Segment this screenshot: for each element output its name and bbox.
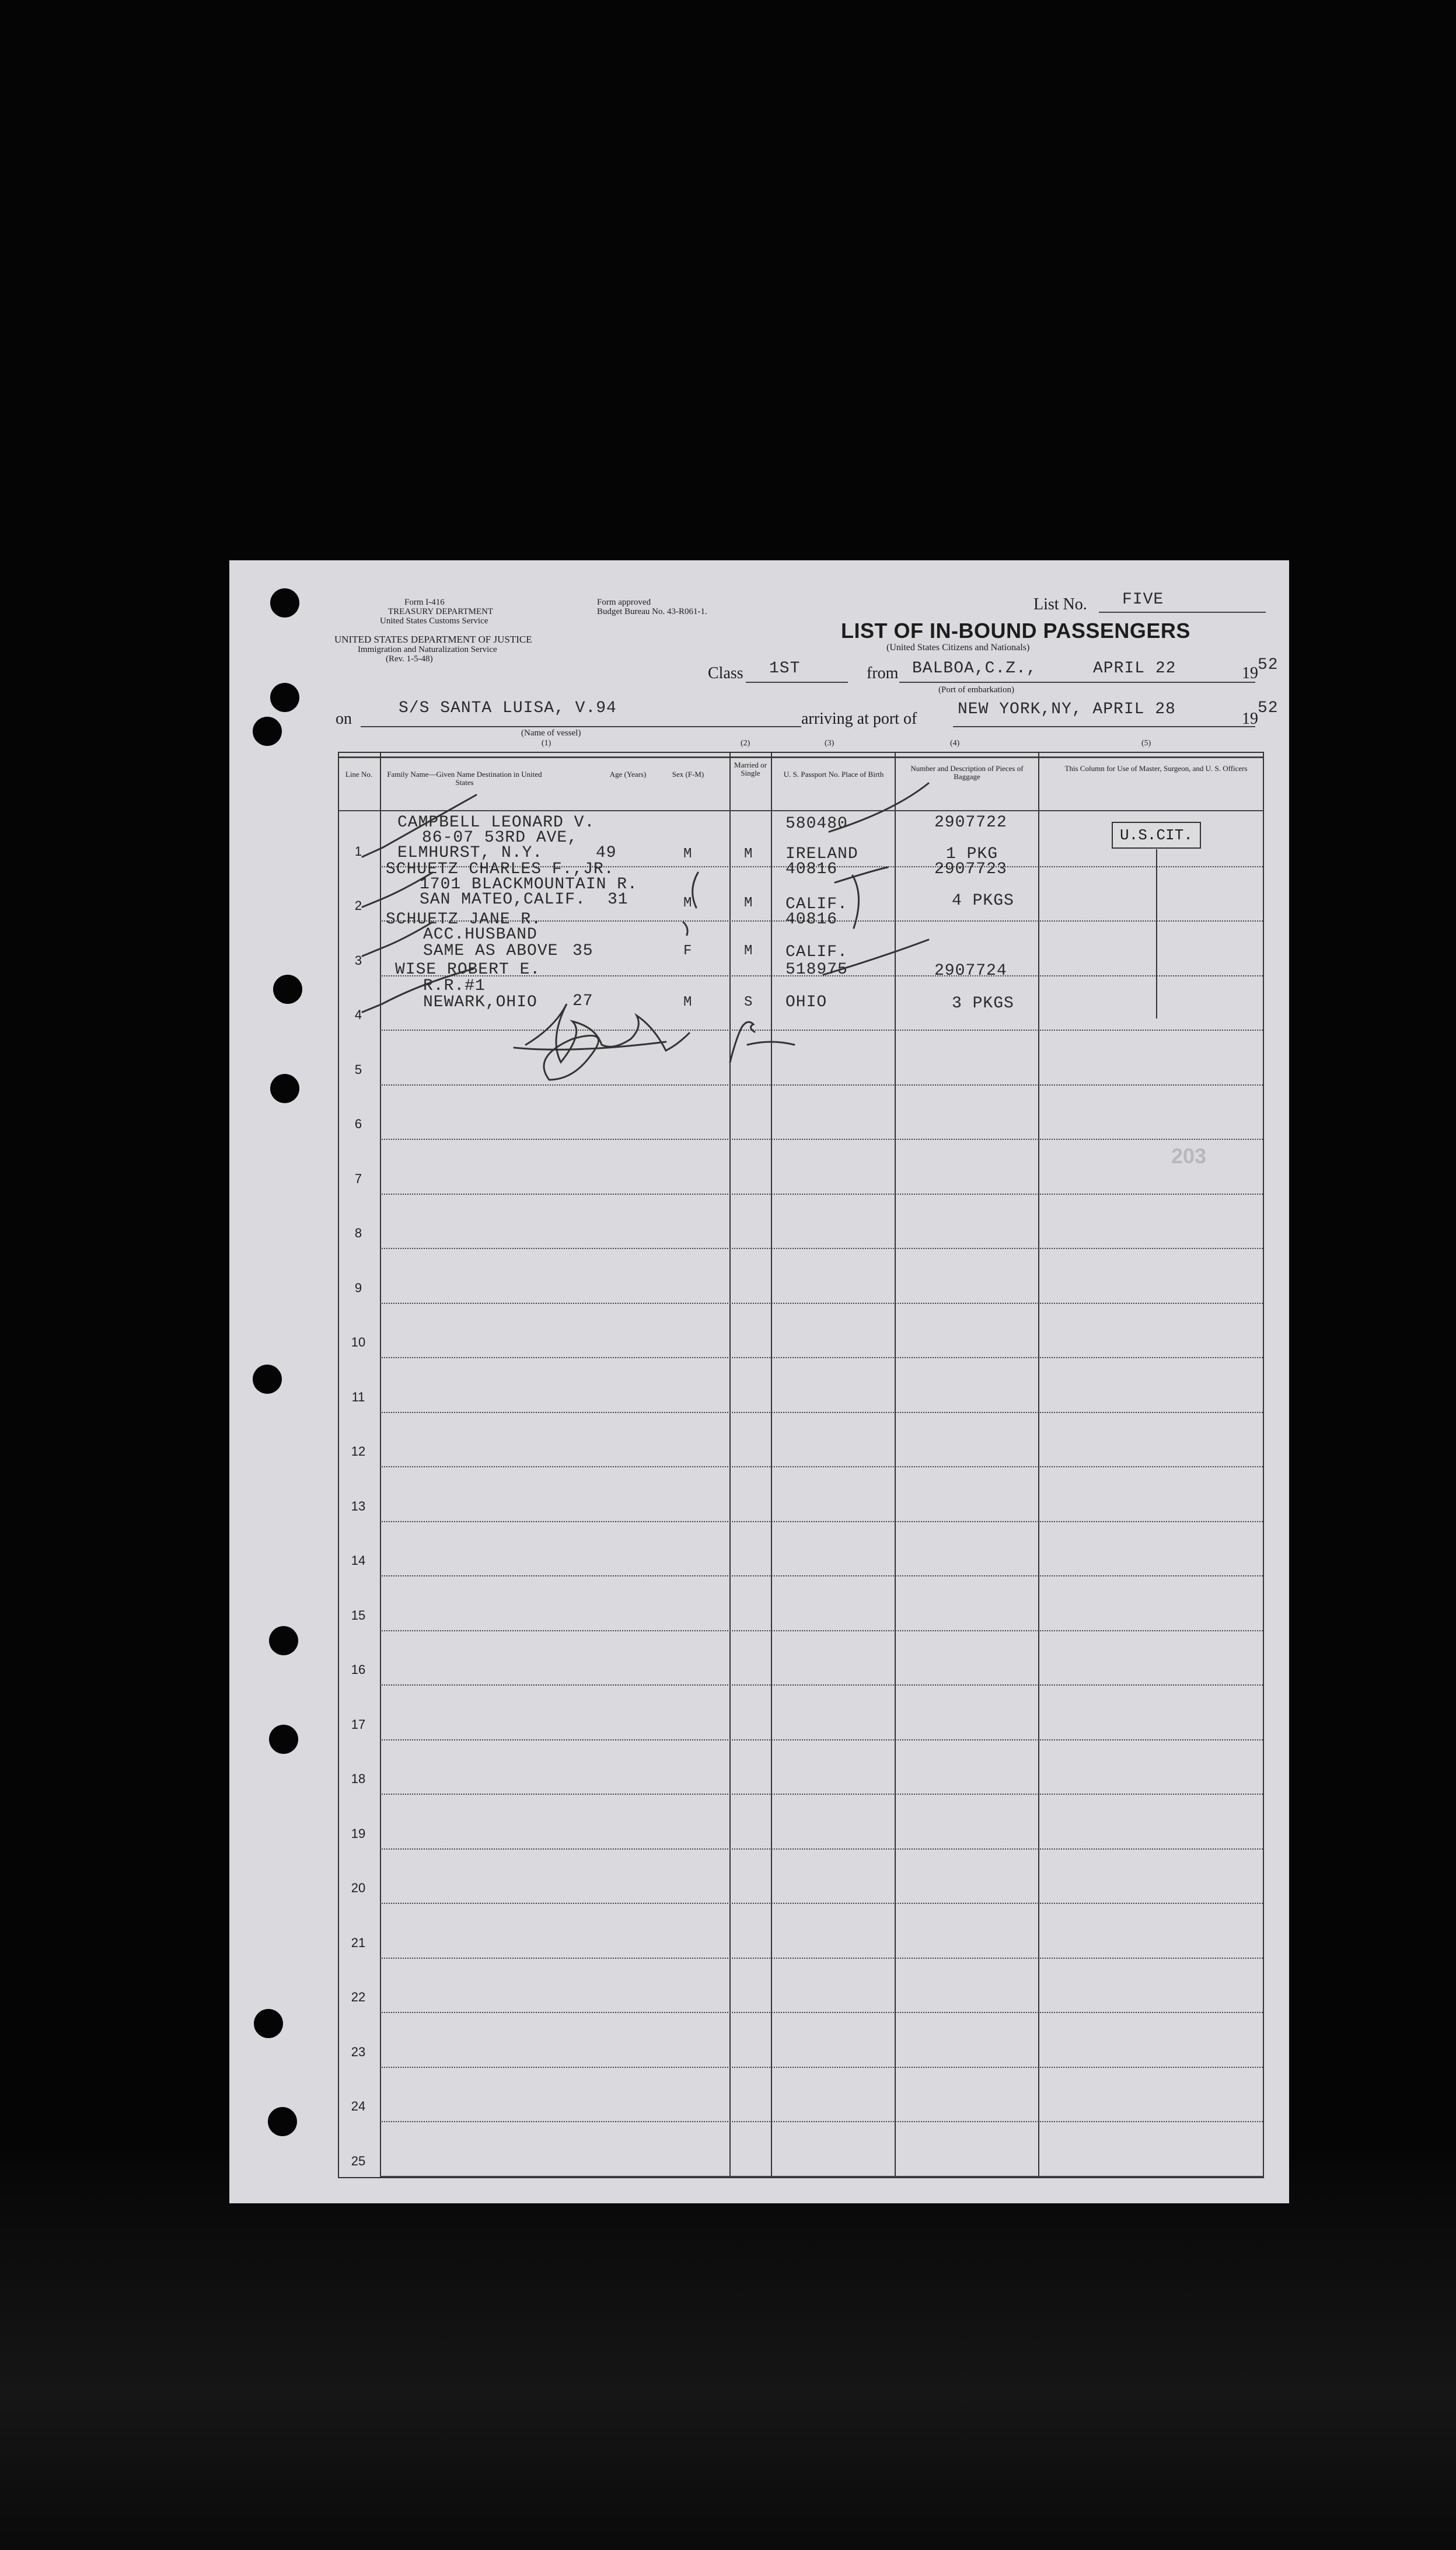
entry-4-baggage: 3 PKGS	[952, 995, 1014, 1013]
punch-hole	[273, 975, 302, 1004]
form-title: LIST OF IN-BOUND PASSENGERS	[841, 619, 1190, 643]
check-mark-4	[362, 969, 473, 1012]
row-number: 21	[351, 1935, 366, 1950]
row-number: 12	[351, 1444, 366, 1459]
entry-2-addr1: 1701 BLACKMOUNTAIN R.	[420, 875, 638, 894]
row-number: 11	[351, 1389, 365, 1404]
row-divider	[380, 1194, 1263, 1195]
list-no-value: FIVE	[1122, 591, 1164, 609]
row-divider	[380, 1357, 1263, 1358]
class-underline	[746, 682, 848, 683]
arrival-year: 52	[1258, 699, 1279, 717]
row-number: 15	[351, 1607, 366, 1623]
check-mark-2	[362, 873, 432, 907]
row-divider	[380, 1521, 1263, 1522]
row-divider	[380, 1412, 1263, 1413]
from-date: APRIL 22	[1093, 660, 1176, 678]
initials-strokes	[730, 1027, 794, 1062]
row-divider	[380, 2121, 1263, 2122]
entry-2-passport: 40816	[785, 860, 838, 878]
row-number: 3	[354, 953, 362, 968]
col-head-age: Age (Years)	[609, 770, 647, 779]
form-number: Form I-416	[404, 598, 445, 607]
entry-4-addr2: NEWARK,OHIO	[423, 993, 537, 1011]
row-divider	[380, 1139, 1263, 1140]
entry-1-birthplace: IRELAND	[785, 845, 858, 863]
col-head-passport: U. S. Passport No. Place of Birth	[783, 770, 884, 779]
entry-4-baggage-tag: 2907724	[934, 962, 1007, 980]
signature-loop	[544, 1035, 599, 1080]
row-number: 10	[351, 1335, 366, 1349]
check-mark-1	[362, 795, 476, 857]
row-number: 2	[354, 898, 362, 913]
col-num-2: (2)	[741, 739, 750, 748]
entry-4-married: S	[744, 995, 753, 1010]
punch-hole	[270, 1074, 299, 1103]
entry-3-name: SCHUETZ JANE R.	[386, 911, 542, 929]
col-head-sex: Sex (F-M)	[672, 770, 704, 779]
row-number: 1	[354, 843, 362, 859]
row-number: 13	[351, 1498, 366, 1513]
col-num-1: (1)	[542, 739, 551, 748]
entry-3-sex: F	[683, 943, 693, 959]
entry-4-addr1: R.R.#1	[423, 977, 486, 995]
signature-tail	[514, 1042, 666, 1049]
entry-1-baggage: 1 PKG	[946, 845, 998, 863]
entry-2-baggage: 4 PKGS	[952, 892, 1014, 910]
row-number: 22	[351, 1990, 366, 2004]
arrival-value: NEW YORK,NY, APRIL 28	[958, 700, 1176, 718]
on-label: on	[336, 710, 352, 728]
entry-3-addr1: ACC.HUSBAND	[423, 926, 537, 944]
punch-hole	[254, 2009, 283, 2038]
entry-2-married: M	[744, 895, 753, 911]
from-year-prefix: 19	[1242, 664, 1258, 682]
row-divider	[380, 1630, 1263, 1631]
form-subtitle: (United States Citizens and Nationals)	[886, 643, 1030, 653]
entry-4-passport: 518975	[785, 961, 848, 979]
background-gradient	[0, 2160, 1456, 2550]
col-num-3: (3)	[825, 739, 835, 748]
row-number: 6	[354, 1117, 362, 1131]
from-value: BALBOA,C.Z.,	[912, 660, 1037, 678]
entry-1-name: CAMPBELL LEONARD V.	[397, 814, 595, 832]
row-number: 14	[351, 1553, 366, 1568]
us-citizen-stamp: U.S.CIT.	[1112, 822, 1201, 849]
row-divider	[380, 1903, 1263, 1904]
row-number: 16	[351, 1662, 366, 1677]
passenger-table	[338, 752, 1264, 2178]
col-head-married: Married or Single	[734, 761, 767, 777]
row-number: 25	[351, 2153, 366, 2168]
list-no-underline	[1099, 612, 1266, 613]
row-divider	[380, 1684, 1263, 1686]
page-number: 203	[1171, 1144, 1207, 1168]
punch-hole	[269, 1725, 298, 1754]
entry-3-age: 35	[572, 942, 593, 960]
col-head-officers: This Column for Use of Master, Surgeon, and U. S. Officers	[1064, 764, 1248, 773]
passport-tick-3	[823, 940, 928, 975]
entry-2-name: SCHUETZ CHARLES F.,JR.	[386, 860, 614, 878]
row-number: 9	[354, 1280, 362, 1295]
from-label: from	[867, 664, 899, 682]
entry-4-sex: M	[683, 995, 693, 1010]
entry-2-addr2: SAN MATEO,CALIF.	[420, 891, 586, 909]
entry-3-passport: 40816	[785, 911, 838, 929]
col-num-5: (5)	[1141, 739, 1151, 748]
punch-hole	[269, 1626, 298, 1655]
punch-hole	[270, 683, 299, 712]
row-number: 7	[354, 1171, 362, 1186]
entry-1-baggage-tag: 2907722	[934, 814, 1007, 832]
entry-3-birthplace: CALIF.	[785, 943, 848, 961]
from-underline	[899, 682, 1255, 683]
arrival-underline	[953, 726, 1255, 727]
port-embarkation-label: (Port of embarkation)	[938, 685, 1014, 695]
entry-4-birthplace: OHIO	[785, 993, 827, 1011]
entry-1-addr1: 86-07 53RD AVE,	[422, 829, 578, 847]
entry-2-sex: M	[683, 895, 693, 911]
row-number: 19	[351, 1826, 366, 1841]
row-number: 17	[351, 1717, 366, 1732]
initials-number	[742, 1022, 755, 1032]
entry-3-married: M	[744, 943, 753, 959]
row-divider	[380, 2067, 1263, 2068]
punch-hole	[268, 2107, 297, 2136]
passport-tick-1	[829, 783, 928, 832]
justice-dept: UNITED STATES DEPARTMENT OF JUSTICE	[334, 634, 532, 645]
row-divider	[380, 1739, 1263, 1740]
from-year: 52	[1258, 656, 1279, 674]
arriving-label: arriving at port of	[801, 710, 917, 728]
check-mark-3	[362, 922, 432, 956]
document-sheet	[229, 560, 1289, 2203]
arrival-year-prefix: 19	[1242, 710, 1258, 728]
entry-3-addr2: SAME AS ABOVE	[423, 942, 558, 960]
row-number: 23	[351, 2044, 366, 2059]
entry-1-passport: 580480	[785, 815, 848, 833]
row-divider	[380, 1303, 1263, 1304]
vessel-underline	[361, 726, 801, 727]
entry-1-addr2: ELMHURST, N.Y.	[397, 844, 543, 862]
row-divider	[380, 1958, 1263, 1959]
budget-bureau: Budget Bureau No. 43-R061-1.	[597, 607, 707, 616]
col-num-4: (4)	[950, 739, 960, 748]
row-number: 4	[354, 1007, 362, 1022]
row-number: 24	[351, 2099, 366, 2113]
ditto-mark	[683, 922, 687, 935]
entry-1-married: M	[744, 846, 753, 862]
row-divider	[380, 1248, 1263, 1249]
revision: (Rev. 1-5-48)	[386, 654, 433, 664]
row-divider	[380, 1794, 1263, 1795]
class-value: 1ST	[769, 660, 801, 678]
row-divider	[380, 1848, 1263, 1850]
entry-4-age: 27	[572, 992, 593, 1010]
entry-4-name: WISE ROBERT E.	[395, 961, 541, 979]
row-number: 20	[351, 1881, 366, 1895]
row-number: 8	[354, 1226, 362, 1240]
ins-service: Immigration and Naturalization Service	[358, 645, 497, 654]
bracket-curve	[853, 875, 859, 928]
punch-hole	[253, 717, 282, 746]
row-number: 18	[351, 1771, 366, 1786]
vessel-name: S/S SANTA LUISA, V.94	[399, 699, 617, 717]
row-divider	[380, 2176, 1263, 2177]
entry-1-age: 49	[596, 844, 617, 862]
customs-service: United States Customs Service	[380, 616, 488, 626]
col-head-name: Family Name—Given Name Destination in United States	[387, 770, 542, 787]
entry-1-sex: M	[683, 846, 693, 862]
list-no-label: List No.	[1033, 595, 1087, 613]
form-approved: Form approved	[597, 598, 651, 607]
row-number: 5	[354, 1062, 362, 1077]
punch-hole	[253, 1365, 282, 1394]
passport-tick-2	[835, 867, 888, 882]
punch-hole	[270, 588, 299, 618]
row-divider	[380, 1466, 1263, 1467]
handwritten-marks	[339, 753, 1263, 1126]
col-head-line: Line No.	[345, 770, 373, 779]
entry-2-age: 31	[607, 891, 629, 909]
col-head-baggage: Number and Description of Pieces of Baggage	[910, 764, 1024, 781]
entry-2-baggage-tag: 2907723	[934, 860, 1007, 878]
bracket-paren	[693, 873, 698, 908]
vessel-label: (Name of vessel)	[521, 728, 581, 738]
row-divider	[380, 1575, 1263, 1576]
treasury-dept: TREASURY DEPARTMENT	[388, 607, 494, 616]
row-divider	[380, 2012, 1263, 2013]
entry-2-birthplace: CALIF.	[785, 895, 848, 913]
class-label: Class	[708, 664, 743, 682]
